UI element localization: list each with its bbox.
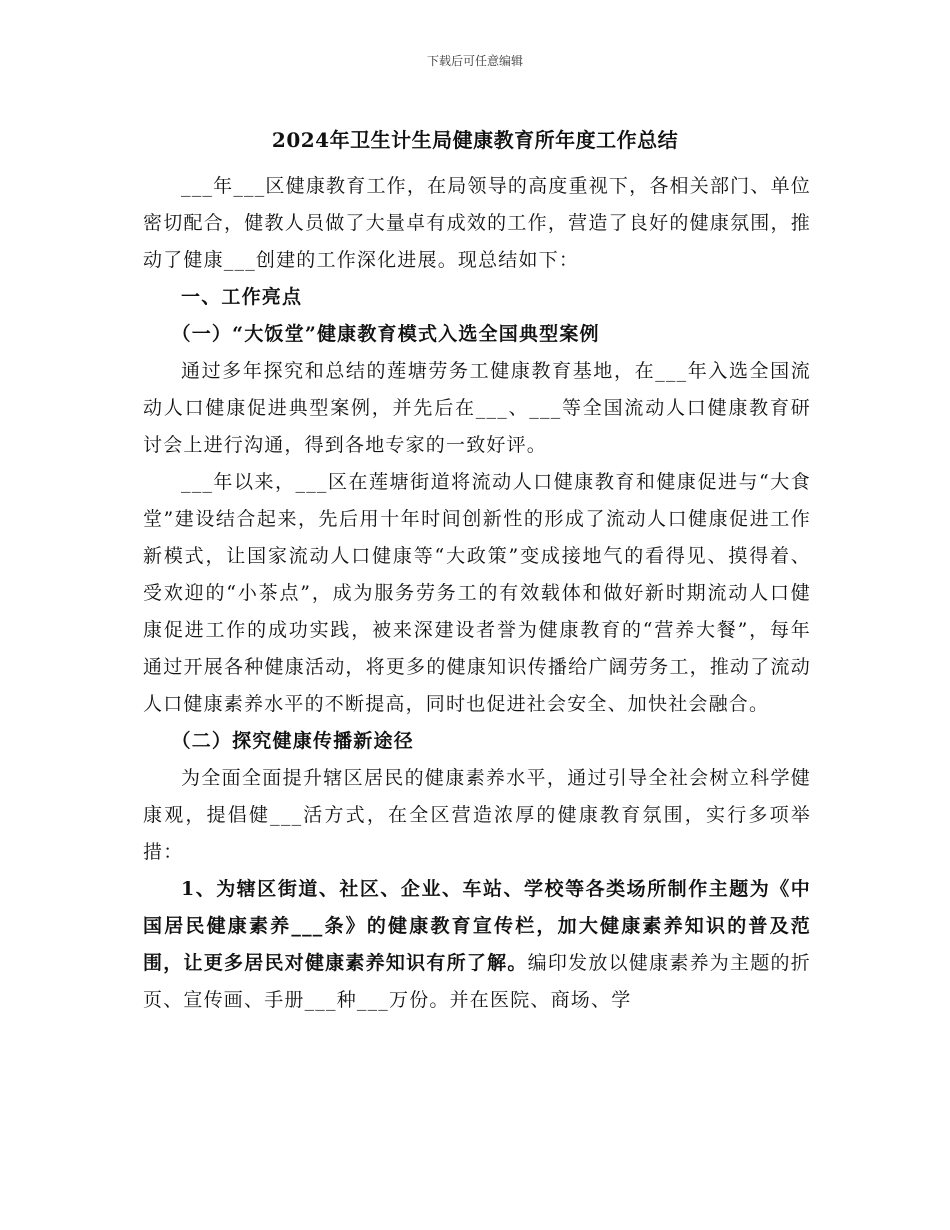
canteen-paragraph-1: 通过多年探究和总结的莲塘劳务工健康教育基地，在___年入选全国流动人口健康促进典型案例，并先后在___、___等全国流动人口健康教育研讨会上进行沟通，得到各地专家的一致好评。	[143, 360, 811, 456]
communication-paragraph-1: 为全面全面提升辖区居民的健康素养水平，通过引导全社会树立科学健康观，提倡健___活方式，在全区营造浓厚的健康教育氛围，实行多项举措：	[143, 767, 811, 863]
section-heading-highlights: 一、工作亮点	[181, 286, 303, 308]
measure-item-1-rest: 编印发放以健康素养为主题的折页、宣传画、手册___种___万份。并在医院、商场、学	[143, 952, 811, 1011]
measure-item-1-bold: 1、为辖区街道、社区、企业、车站、学校等各类场所制作主题为《中国居民健康素养___条》的健康教育宣传栏，加大健康素养知识的普及范围，让更多居民对健康素养知识有所了解。	[143, 878, 811, 974]
document-title: 2024年卫生计生局健康教育所年度工作总结	[271, 128, 679, 152]
canteen-paragraph-2: ___年以来，___区在莲塘街道将流动人口健康教育和健康促进与“大食堂”建设结合起来，先后用十年时间创新性的形成了流动人口健康促进工作新模式，让国家流动人口健康等“大政策”变成接地气的看得见、摸得着、受欢迎的“小茶点”，成为服务劳务工的有效载体和做好新时期流动人口健康促进工作的成功实践，被来深建设者誉为健康教育的“营养大餐”，每年通过开展各种健康活动，将更多的健康知识传播给广阔劳务工，推动了流动人口健康素养水平的不断提高，同时也促进社会安全、加快社会融合。	[143, 471, 811, 715]
measure-item-1	[143, 871, 811, 1019]
subsection-heading-communication: （二）探究健康传播新途径	[171, 730, 414, 752]
intro-paragraph: ___年___区健康教育工作，在局领导的高度重视下，各相关部门、单位密切配合，健教人员做了大量卓有成效的工作，营造了良好的健康氛围，推动了健康___创建的工作深化进展。现总结如下：	[143, 175, 811, 271]
document-body	[143, 168, 811, 1019]
subsection-heading-canteen: （一）“大饭堂”健康教育模式入选全国典型案例	[171, 323, 600, 345]
page-header: 下载后可任意编辑	[426, 54, 523, 68]
